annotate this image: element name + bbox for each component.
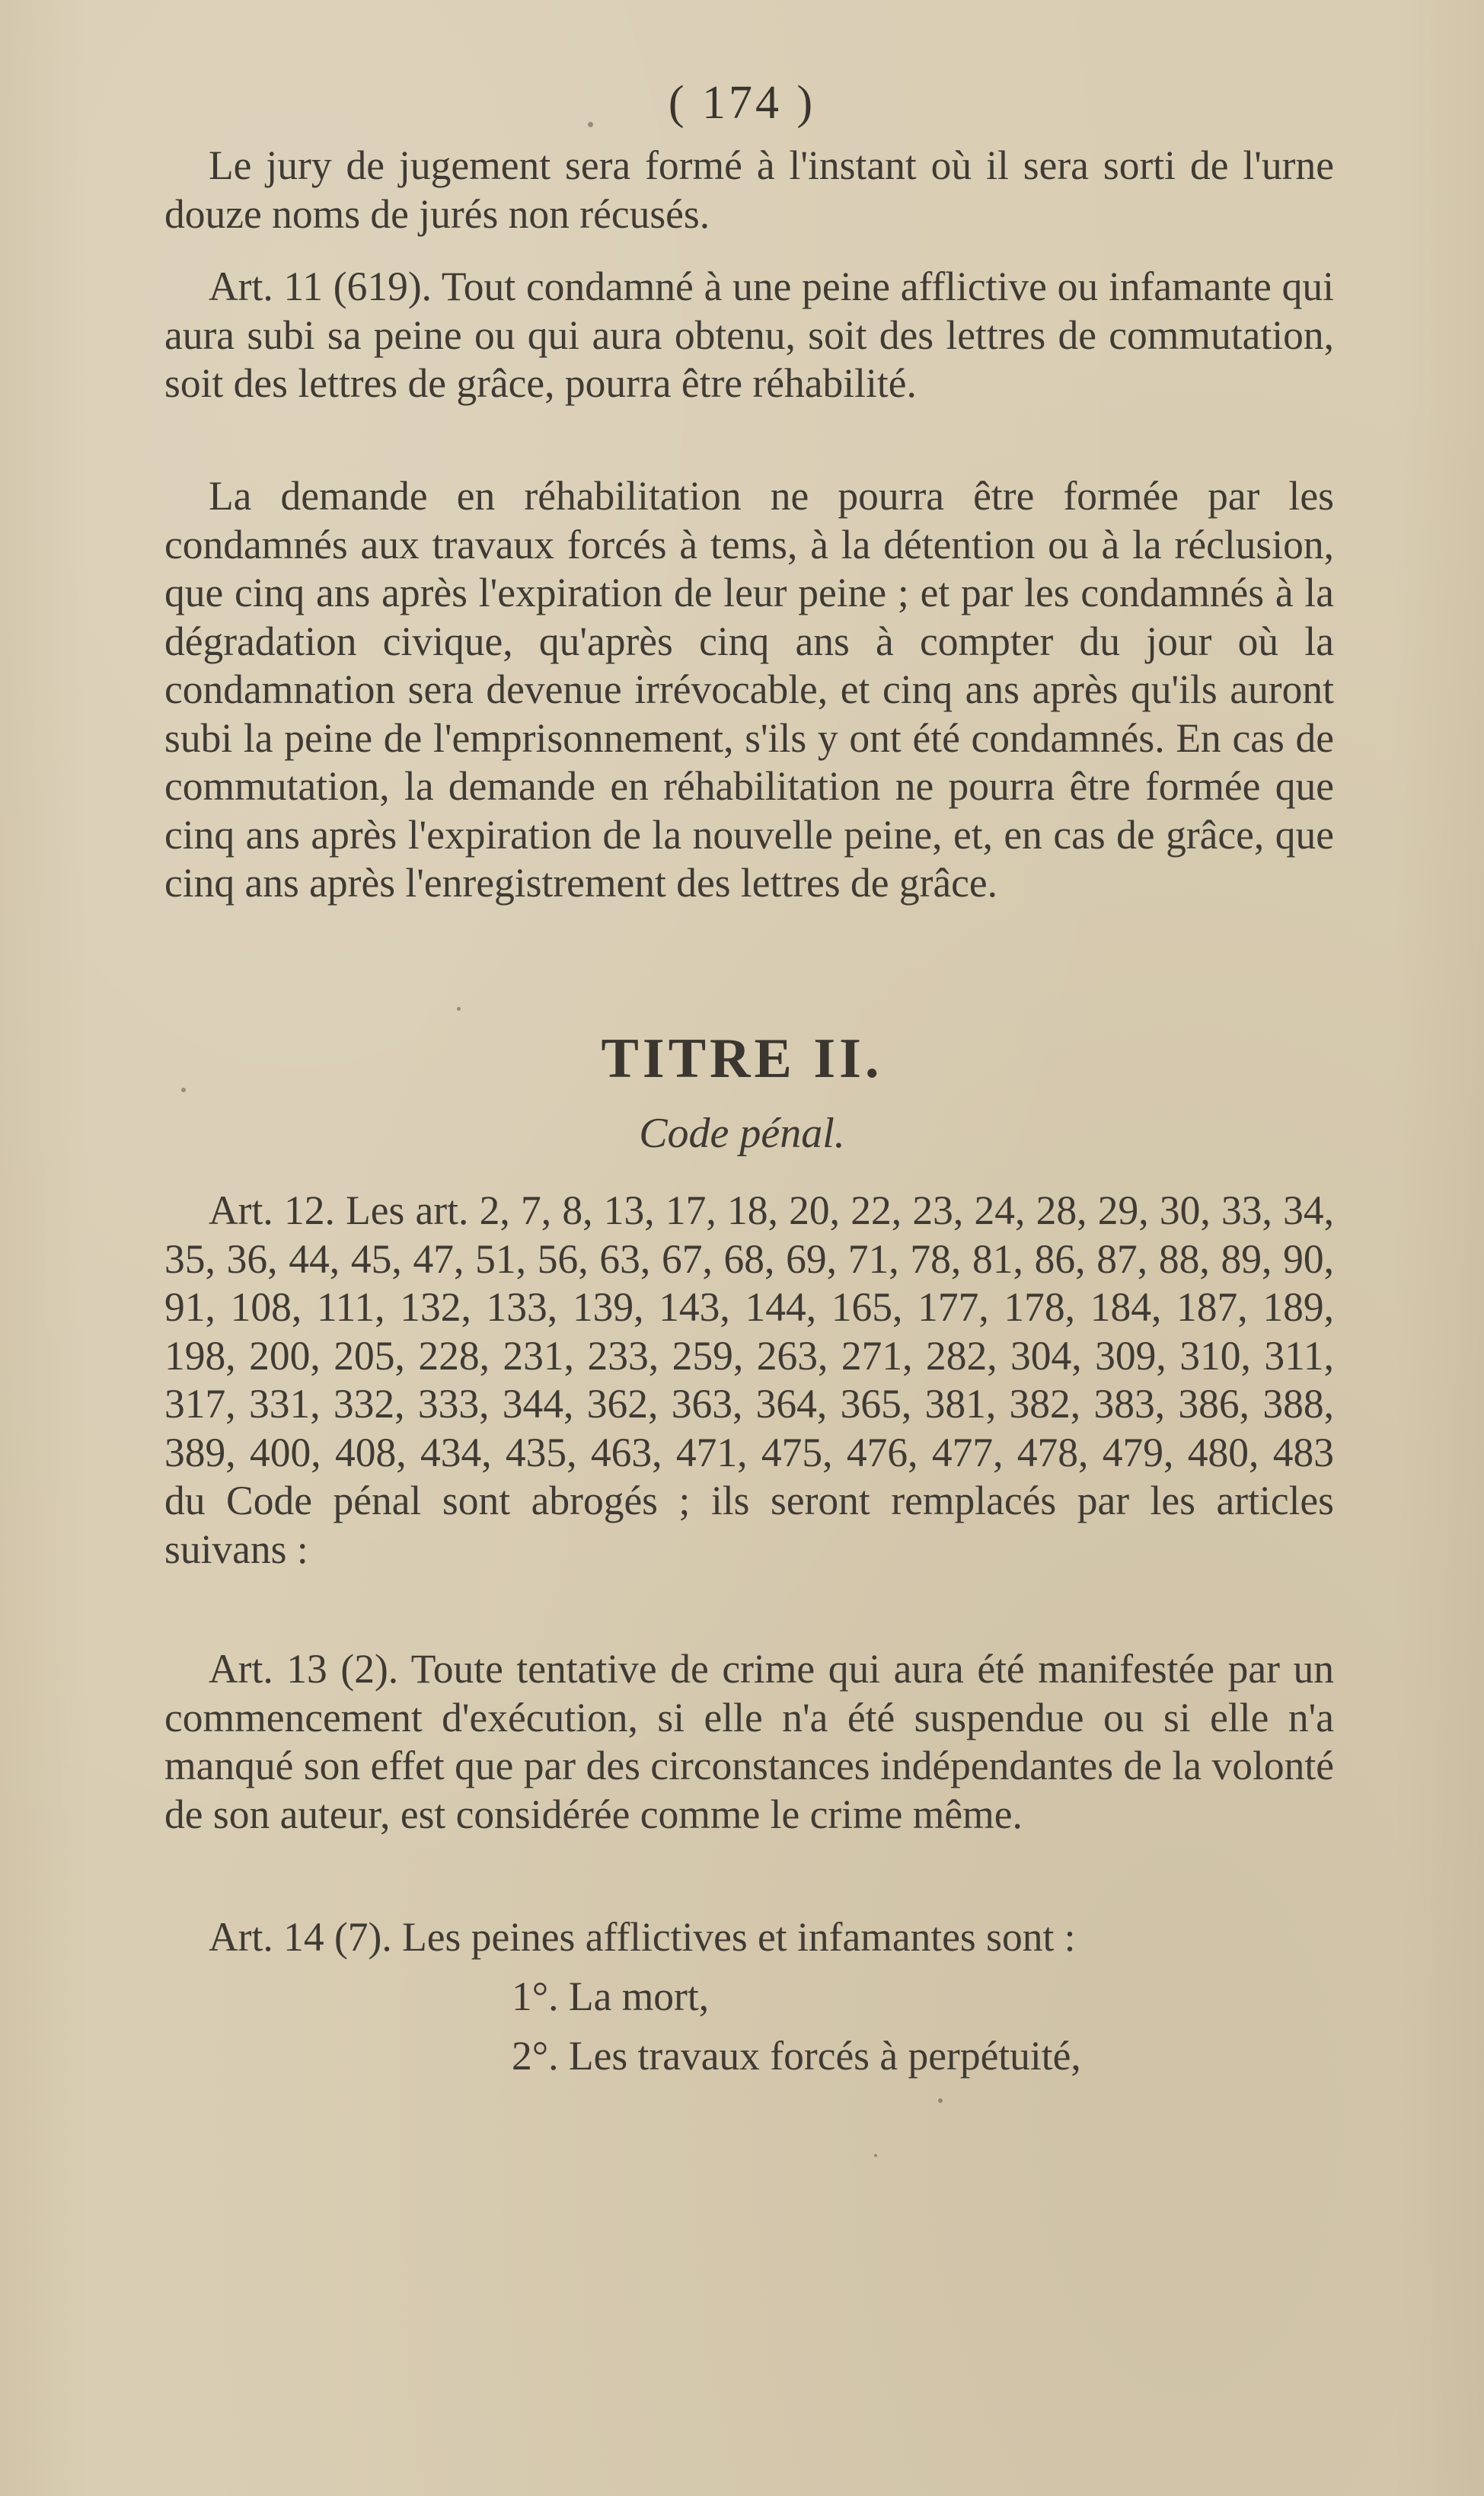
- article-14: [164, 1913, 1334, 1962]
- paper-speck: [938, 2098, 943, 2103]
- article-text: Art. 14 (7). Les peines afflictives et infamantes sont :: [209, 1914, 1076, 1960]
- paper-speck: [181, 1088, 186, 1092]
- section-title: TITRE II.: [601, 1027, 883, 1090]
- paragraph-text: Art. 11 (619). Tout condamné à une peine afflictive ou infamante qui aura subi sa peine ou qui aura obtenu, soit des lettres de commutation, soit des lettres de grâce, pourra être réhabilité.: [164, 264, 1334, 406]
- paragraph-rehabilitation: [164, 472, 1334, 908]
- page-number: ( 174 ): [668, 77, 816, 129]
- article-text: Art. 12. Les art. 2, 7, 8, 13, 17, 18, 20, 22, 23, 24, 28, 29, 30, 33, 34, 35, 36, 44, 45, 47, 51, 56, 63, 67, 68, 69, 71, 78, 81, 86, 87, 88, 89, 90, 91, 108, 111, 132, 133, 139, 143, 144, 165, 177, 178, 184, 187, 189, 198, 200, 205, 228, 231, 233, 259, 263, 271, 282, 304, 309, 310, 311, 317, 331, 332, 333, 344, 362, 363, 364, 365, 381, 382, 383, 386, 388, 389, 400, 408, 434, 435, 463, 471, 475, 476, 477, 478, 479, 480, 483 du Code pénal sont abrogés ; ils seront remplacés par les articles suivans :: [164, 1187, 1334, 1572]
- paper-speck: [588, 122, 593, 127]
- article-12: [164, 1187, 1334, 1574]
- paragraph-article-11: [164, 263, 1334, 408]
- paragraph-jury: [164, 142, 1334, 238]
- section-subtitle: Code pénal.: [639, 1110, 845, 1157]
- article-text: Art. 13 (2). Toute tentative de crime qui aura été manifestée par un commencement d'exécution, si elle n'a été suspendue ou si elle n'a manqué son effet que par des circonstances indépendantes de la volonté de son auteur, est considérée comme le crime même.: [164, 1646, 1334, 1837]
- article-13: [164, 1645, 1334, 1839]
- paragraph-text: Le jury de jugement sera formé à l'instant où il sera sorti de l'urne douze noms de jurés non récusés.: [164, 142, 1334, 237]
- paper-speck: [457, 1007, 461, 1011]
- enumeration-item: 2°. Les travaux forcés à perpétuité,: [512, 2033, 1081, 2079]
- enumeration-item: 1°. La mort,: [512, 1973, 710, 2019]
- paper-speck: [874, 2154, 877, 2157]
- paragraph-text: La demande en réhabilitation ne pourra être formée par les condamnés aux travaux forcés à tems, à la détention ou à la réclusion, que cinq ans après l'expiration de leur peine ; et par les condamnés à la dégradation civique, qu'après cinq ans à compter du jour où la condamnation sera devenue irrévocable, et cinq ans après qu'ils auront subi la peine de l'emprisonnement, s'ils y ont été condamnés. En cas de commutation, la demande en réhabilitation ne pourra être formée que cinq ans après l'expiration de la nouvelle peine, et, en cas de grâce, que cinq ans après l'enregistrement des lettres de grâce.: [164, 473, 1334, 906]
